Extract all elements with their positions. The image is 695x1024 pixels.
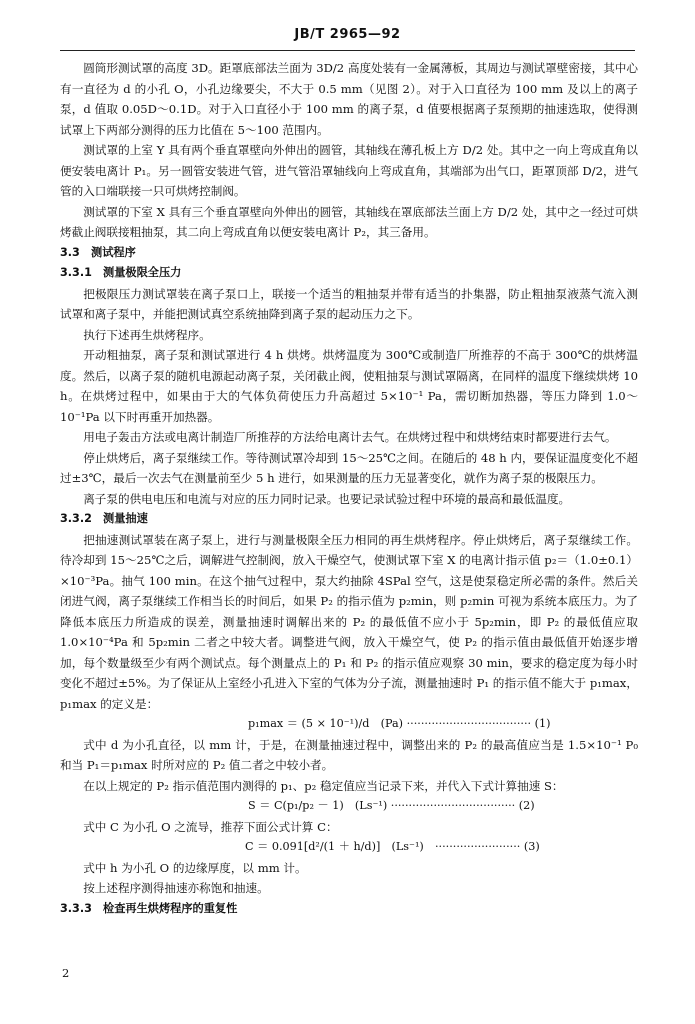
paragraph-pumping-speed: 把抽速测试罩装在离子泵上，进行与测量极限全压力相同的再生烘烤程序。停止烘烤后，离子泵继续工作。待冷却到 15～25℃之后，调解进气控制阀，放入干燥空气，使测试罩下室 X 的电离计指示值 p₂＝（1.0±0.1）×10⁻³Pa。抽气 100 min。在这个抽气过程中，泵大约抽除 4SPal 空气，这是使泵稳定所必需的条件。然后关闭进气阀，离子泵继续工作相当长的时间后，如果 P₂ 的指示值为 p₂min，则 p₂min 可视为系统本底压力。为了降低本底压力所造成的误差，测量抽速时调解出来的 P₂ 的最低值不应小于 5p₂min，即 P₂ 的最低值应取 1.0×10⁻⁴Pa 和 5p₂min 二者之中较大者。调整进气阀，放入干燥空气，使 P₂ 的指示值由最低值开始逐步增加，每个数量级至少有两个测试点。每个测量点上的 P₁ 和 P₂ 的指示值应观察 30 min，要求的稳定度为每小时变化不超过±5%。为了保证从上室经小孔进入下室的气体为分子流，测量抽速时 P₁ 的指示值不能大于 p₁max，p₁max 的定义是： (60, 532, 638, 711)
paragraph-formula-1-note: 式中 d 为小孔直径，以 mm 计，于是，在测量抽速过程中，调整出来的 P₂ 的最高值应当是 1.5×10⁻¹ P₀ 和当 P₁＝p₁max 时所对应的 P₂ 值二者之中较小者。 (60, 737, 638, 772)
paragraph-edge-thickness: 式中 h 为小孔 O 的边缘厚度，以 mm 计。 (83, 860, 307, 875)
page-number: 2 (62, 966, 70, 980)
paragraph-saturated-speed: 按上述程序测得抽速亦称饱和抽速。 (83, 881, 269, 895)
formula-3: C ＝ 0.091[d²/(1 ＋ h/d)] (Ls⁻¹) ························ (3) (245, 840, 540, 853)
header-rule (60, 50, 635, 51)
paragraph-lower-chamber: 测试罩的下室 X 具有三个垂直罩壁向外伸出的圆管，其轴线在罩底部法兰面上方 D/2 处，其中之一经过可烘烤截止阀联接粗抽泵，其二向上弯成直角以便安装电离计 P₂，其三备用。 (60, 204, 638, 239)
paragraph-test-hood-height: 圆筒形测试罩的高度 3D。距罩底部法兰面为 3D/2 高度处装有一金属薄板，其周边与测试罩壁密接，其中心有一直径为 d 的小孔 O，小孔边缘要尖，不大于 0.5 mm（见图 2）。对于入口直径为 100 mm 及以上的离子泵，d 值取 0.05D～0.1D。对于入口直径小于 100 mm 的离子泵，d 值要根据离子泵预期的抽速选取，使得测试罩上下两部分测得的压力比值在 5～100 范围内。 (60, 61, 638, 137)
body-text (60, 58, 638, 919)
paragraph-degas: 用电子轰击方法或电离计制造厂所推荐的方法给电离计去气。在烘烤过程中和烘烤结束时都要进行去气。 (83, 430, 617, 444)
paragraph-record: 离子泵的供电电压和电流与对应的压力同时记录。也要记录试验过程中环境的最高和最低温度。 (83, 491, 571, 506)
heading-3-3-2: 3.3.2 测量抽速 (60, 512, 148, 525)
heading-3-3: 3.3 测试程序 (60, 245, 136, 259)
paragraph-conductance: 式中 C 为小孔 O 之流导，推荐下面公式计算 C： (83, 819, 338, 834)
heading-3-3-1: 3.3.1 测量极限全压力 (60, 266, 182, 279)
formula-2: S ＝ C(p₁/p₂ － 1) (Ls⁻¹) ··································· (2) (248, 799, 535, 812)
paragraph-ultimate-pressure-setup: 把极限压力测试罩装在离子泵口上，联接一个适当的粗抽泵并带有适当的扑集器，防止粗抽泵液蒸气流入测试罩和离子泵中，并能把测试真空系统抽降到离子泵的起动压力之下。 (60, 286, 638, 321)
page-header-standard-code: JB/T 2965—92 (294, 27, 401, 42)
formula-1: p₁max ＝ (5 × 10⁻¹)/d (Pa) ··································· (1) (248, 717, 551, 730)
paragraph-cooldown: 停止烘烤后，离子泵继续工作。等待测试罩冷却到 15～25℃之间。在随后的 48 h 内，要保证温度变化不超过±3℃，最后一次去气在测量前至少 5 h 进行，如果测量的压力无显著变化，就作为离子泵的极限压力。 (60, 450, 638, 485)
paragraph-bake-procedure: 开动粗抽泵，离子泵和测试罩进行 4 h 烘烤。烘烤温度为 300℃或制造厂所推荐的不高于 300℃的烘烤温度。然后，以离子泵的随机电源起动离子泵，关闭截止阀，使粗抽泵与测试罩隔离，在同样的温度下继续烘烤 10 h。在烘烤过程中，如果由于大的气体负荷使压力升高超过 5×10⁻¹ Pa，需切断加热器，等压力降到 1.0～10⁻¹Pa 以下时再重开加热器。 (60, 348, 638, 424)
paragraph-bake-procedure-intro: 执行下述再生烘烤程序。 (83, 327, 211, 342)
paragraph-upper-chamber: 测试罩的上室 Y 具有两个垂直罩壁向外伸出的圆管，其轴线在薄孔板上方 D/2 处。其中之一向上弯成直角以便安装电离计 P₁。另一圆管安装进气管，进气管沿罩轴线向上弯成直角，其端部为出气口，距罩顶部 D/2，进气管的入口端联接一只可烘烤控制阀。 (60, 143, 638, 198)
paragraph-speed-calc: 在以上规定的 P₂ 指示值范围内测得的 p₁、p₂ 稳定值应当记录下来，并代入下式计算抽速 S： (83, 778, 564, 793)
heading-3-3-3: 3.3.3 检查再生烘烤程序的重复性 (60, 901, 238, 915)
